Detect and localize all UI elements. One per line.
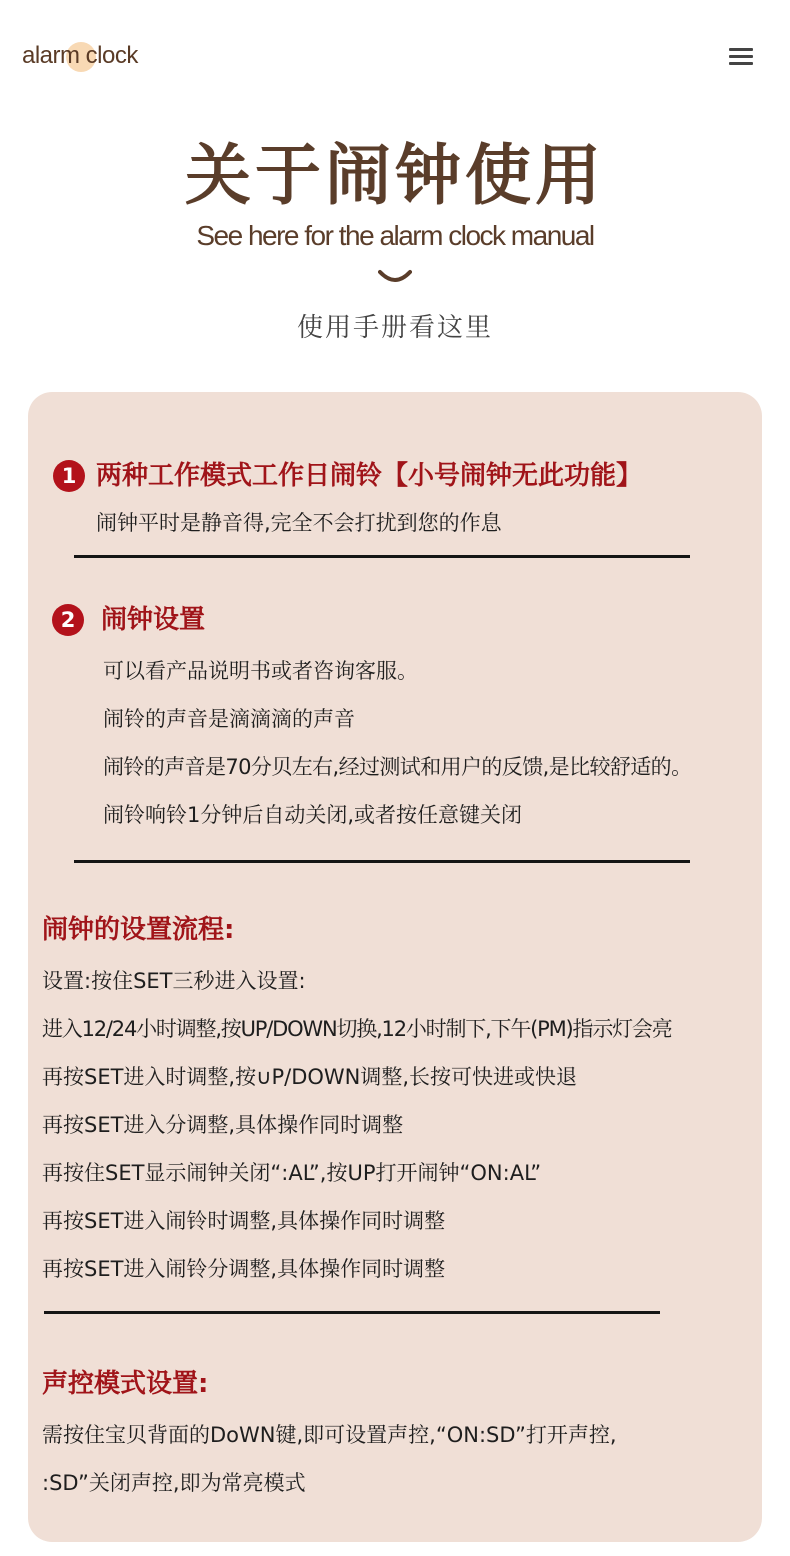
logo-text: alarm clock: [22, 42, 138, 69]
section-line: 进入12/24小时调整,按UP/DOWN切换,12小时制下,下午(PM)指示灯会亮: [42, 1017, 672, 1041]
section-line: 再按SET进入闹铃分调整,具体操作同时调整: [42, 1257, 446, 1281]
manual-hint: 使用手册看这里: [296, 313, 493, 343]
section-line: :SD”关闭声控,即为常亮模式: [42, 1471, 306, 1495]
section-line: 再按SET进入闹铃时调整,具体操作同时调整: [42, 1209, 446, 1233]
logo[interactable]: [22, 40, 152, 72]
divider: [74, 555, 690, 558]
chevron-down-icon: [378, 266, 412, 288]
section-line: 设置:按住SET三秒进入设置:: [42, 969, 306, 993]
section-line: 再按住SET显示闹钟关闭“:AL”,按UP打开闹钟“ON:AL”: [42, 1161, 542, 1185]
hamburger-menu-icon[interactable]: [729, 46, 753, 66]
divider: [74, 860, 690, 863]
page-title: 关于闹钟使用: [185, 137, 605, 214]
section-line: 闹铃的声音是70分贝左右,经过测试和用户的反馈,是比较舒适的。: [103, 755, 692, 779]
section-title-voice-control: 声控模式设置:: [42, 1369, 209, 1399]
section-number-badge: 1: [53, 460, 85, 492]
section-title-alarm-settings: 闹钟设置: [101, 605, 206, 635]
section-title-work-modes: 两种工作模式工作日闹铃【小号闹钟无此功能】: [96, 461, 643, 491]
section-line: 再按SET进入时调整,按∪P/DOWN调整,长按可快进或快退: [42, 1065, 578, 1089]
section-number-badge: 2: [52, 604, 84, 636]
section-title-setup-flow: 闹钟的设置流程:: [42, 915, 235, 945]
section-line: 可以看产品说明书或者咨询客服。: [103, 659, 418, 683]
section-line: 闹钟平时是静音得,完全不会打扰到您的作息: [96, 511, 502, 535]
section-line: 闹铃响铃1分钟后自动关闭,或者按任意键关闭: [103, 803, 523, 827]
section-line: 需按住宝贝背面的DoWN键,即可设置声控,“ON:SD”打开声控,: [42, 1423, 617, 1447]
page-subtitle: See here for the alarm clock manual: [196, 220, 594, 251]
section-line: 再按SET进入分调整,具体操作同时调整: [42, 1113, 404, 1137]
section-line: 闹铃的声音是滴滴滴的声音: [103, 707, 355, 731]
divider: [44, 1311, 660, 1314]
